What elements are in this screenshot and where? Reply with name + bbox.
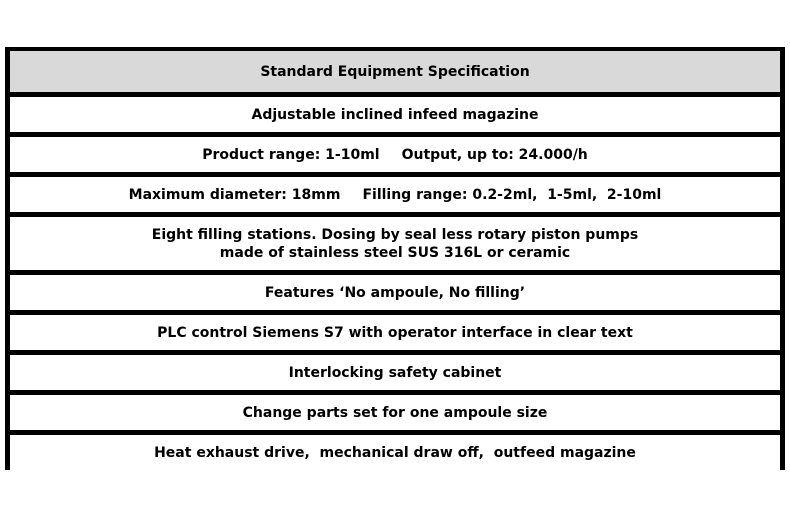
specification-table: [5, 47, 785, 470]
filling-range-text: Filling range: 0.2-2ml, 1-5ml, 2-10ml: [362, 186, 662, 203]
output-text: Output, up to: 24.000/h: [401, 146, 588, 163]
spec-row-product-range: [10, 137, 780, 172]
spec-row-safety-cabinet: [10, 355, 780, 390]
spec-row-plc-control: [10, 315, 780, 350]
spec-text: Interlocking safety cabinet: [288, 364, 502, 381]
spec-row-heat-exhaust: [10, 435, 780, 470]
spec-row-diameter: [10, 177, 780, 212]
spec-text: Adjustable inclined infeed magazine: [251, 106, 539, 123]
spec-row-infeed-magazine: [10, 97, 780, 132]
table-header: [10, 51, 780, 92]
filling-stations-line-1: Eight filling stations. Dosing by seal less rotary piston pumps: [151, 226, 639, 243]
max-diameter-text: Maximum diameter: 18mm: [128, 186, 341, 203]
spec-text: Features ‘No ampoule, No filling’: [264, 284, 526, 301]
spec-row-filling-stations: [10, 217, 780, 270]
filling-stations-line-2: made of stainless steel SUS 316L or ceramic: [219, 244, 571, 261]
spec-text: Heat exhaust drive, mechanical draw off, outfeed magazine: [154, 444, 636, 461]
product-range-text: Product range: 1-10ml: [202, 146, 380, 163]
spec-row-features: [10, 275, 780, 310]
spec-text: PLC control Siemens S7 with operator interface in clear text: [157, 324, 633, 341]
table-title: Standard Equipment Specification: [260, 63, 530, 80]
spec-row-change-parts: [10, 395, 780, 430]
spec-text: Change parts set for one ampoule size: [242, 404, 548, 421]
